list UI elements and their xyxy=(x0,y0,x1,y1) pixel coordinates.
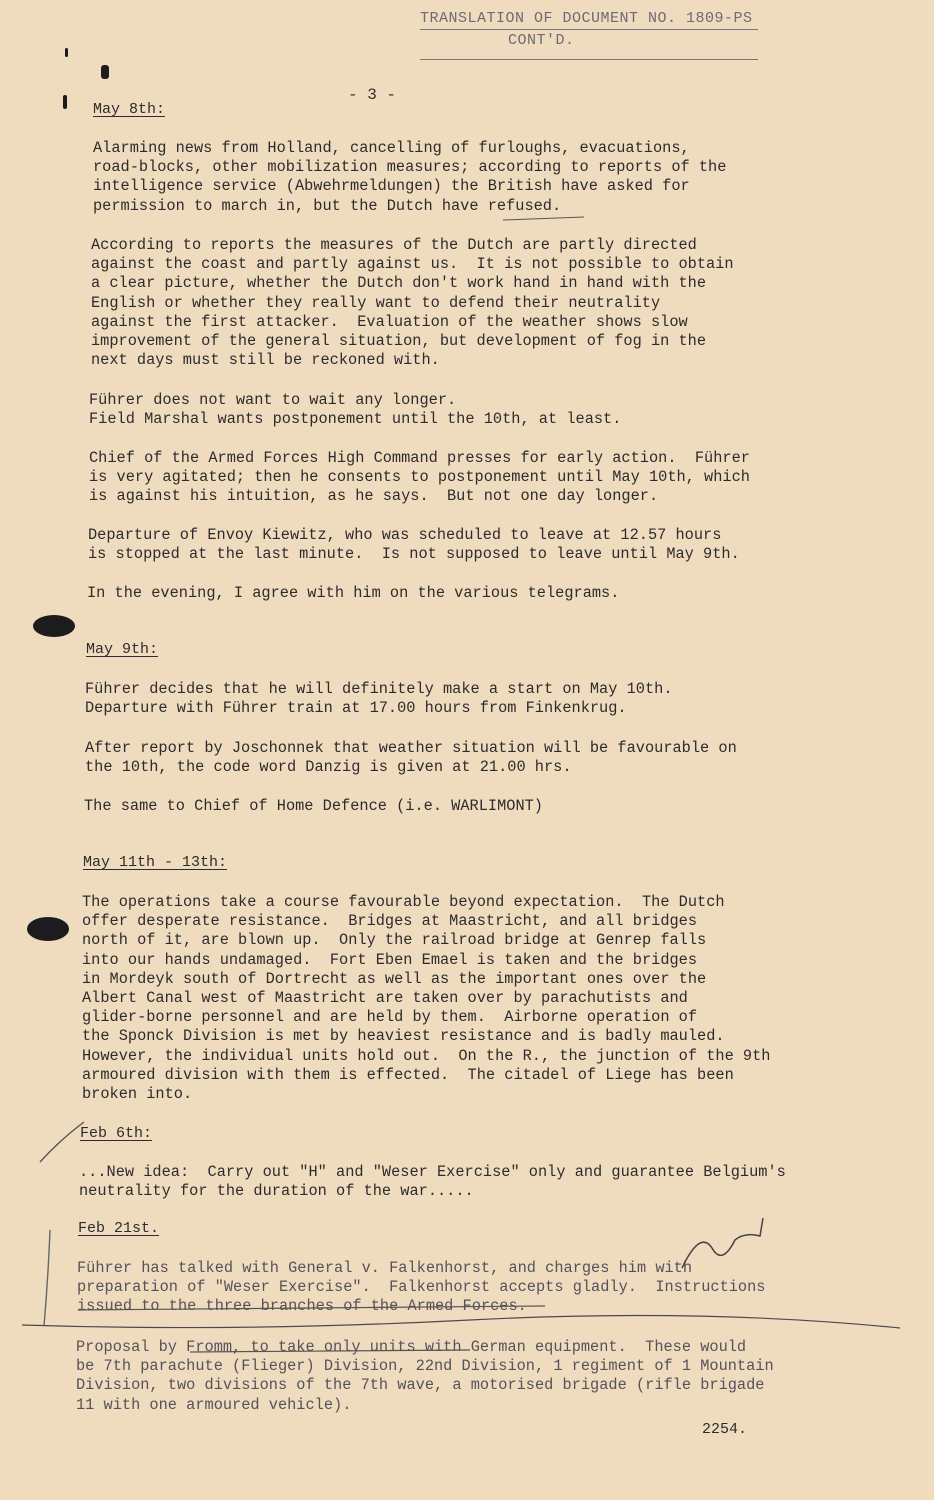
paragraph: Alarming news from Holland, cancelling of furloughs, evacuations, road-blocks, other mobilization measures; according to reports of the intelligence service (Abwehrmeldungen) the British have asked for permission to march in, but the Dutch have refused. xyxy=(93,139,727,215)
page-number: - 3 - xyxy=(348,86,397,104)
heading-may-8: May 8th: xyxy=(93,101,166,118)
paragraph: In the evening, I agree with him on the various telegrams. xyxy=(87,584,620,602)
paragraph: The operations take a course favourable beyond expectation. The Dutch offer desperate resistance. Bridges at Maastricht, and all bridges north of it, are blown up. Only the railroad bridge at Genrep falls into our hands undamaged. Fort Eben Emael is taken and the bridges in Mordeyk south of Dortrecht as well as the important ones over the Albert Canal west of Maastricht are taken over by parachutists and glider-borne personnel and are held by them. Airborne operation of the Sponck Division is met by heaviest resistance and is badly mauled. However, the individual units hold out. On the R., the junction of the 9th armoured division with them is effected. The citadel of Liege has been broken into. xyxy=(82,893,771,1104)
heading-may-11-13: May 11th - 13th: xyxy=(83,854,228,871)
paragraph: Führer has talked with General v. Falkenhorst, and charges him with preparation of "Weser Exercise". Falkenhorst accepts gladly. Instructions issued to the three branches of the Armed Forces. xyxy=(77,1259,766,1316)
paragraph: Führer decides that he will definitely make a start on May 10th. Departure with Führer train at 17.00 hours from Finkenkrug. xyxy=(85,680,673,718)
contd-label: CONT'D. xyxy=(508,32,575,49)
paragraph: Departure of Envoy Kiewitz, who was scheduled to leave at 12.57 hours is stopped at the last minute. Is not supposed to leave until May 9th. xyxy=(88,526,740,564)
reference-line: TRANSLATION OF DOCUMENT NO. 1809-PS xyxy=(420,10,753,27)
paragraph: Führer does not want to wait any longer. Field Marshal wants postponement until the 10th, at least. xyxy=(89,391,622,429)
heading-may-9: May 9th: xyxy=(86,641,159,658)
heading-feb-21: Feb 21st. xyxy=(78,1220,160,1237)
paragraph: According to reports the measures of the Dutch are partly directed against the coast and partly against us. It is not possible to obtain a clear picture, whether the Dutch don't work hand in hand with the English or whether they really want to defend their neutrality against the first attacker. Evaluation of the weather shows slow improvement of the general situation, but development of fog in the next days must still be reckoned with. xyxy=(91,236,734,370)
paragraph: ...New idea: Carry out "H" and "Weser Exercise" only and guarantee Belgium's neutrality for the duration of the war..... xyxy=(79,1163,786,1201)
paragraph: Chief of the Armed Forces High Command presses for early action. Führer is very agitated; then he consents to postponement until May 10th, which is against his intuition, as he says. But not one day longer. xyxy=(89,449,750,506)
heading-feb-6: Feb 6th: xyxy=(80,1125,153,1142)
paragraph: Proposal by Fromm, to take only units with German equipment. These would be 7th parachute (Flieger) Division, 22nd Division, 1 regiment of 1 Mountain Division, two divisions of the 7th wave, a motorised brigade (rifle brigade 11 with one armoured vehicle). xyxy=(76,1338,774,1414)
paragraph: After report by Joschonnek that weather situation will be favourable on the 10th, the code word Danzig is given at 21.00 hrs. xyxy=(85,739,737,777)
paragraph: The same to Chief of Home Defence (i.e. WARLIMONT) xyxy=(84,797,543,815)
document-number: 2254. xyxy=(702,1421,748,1438)
